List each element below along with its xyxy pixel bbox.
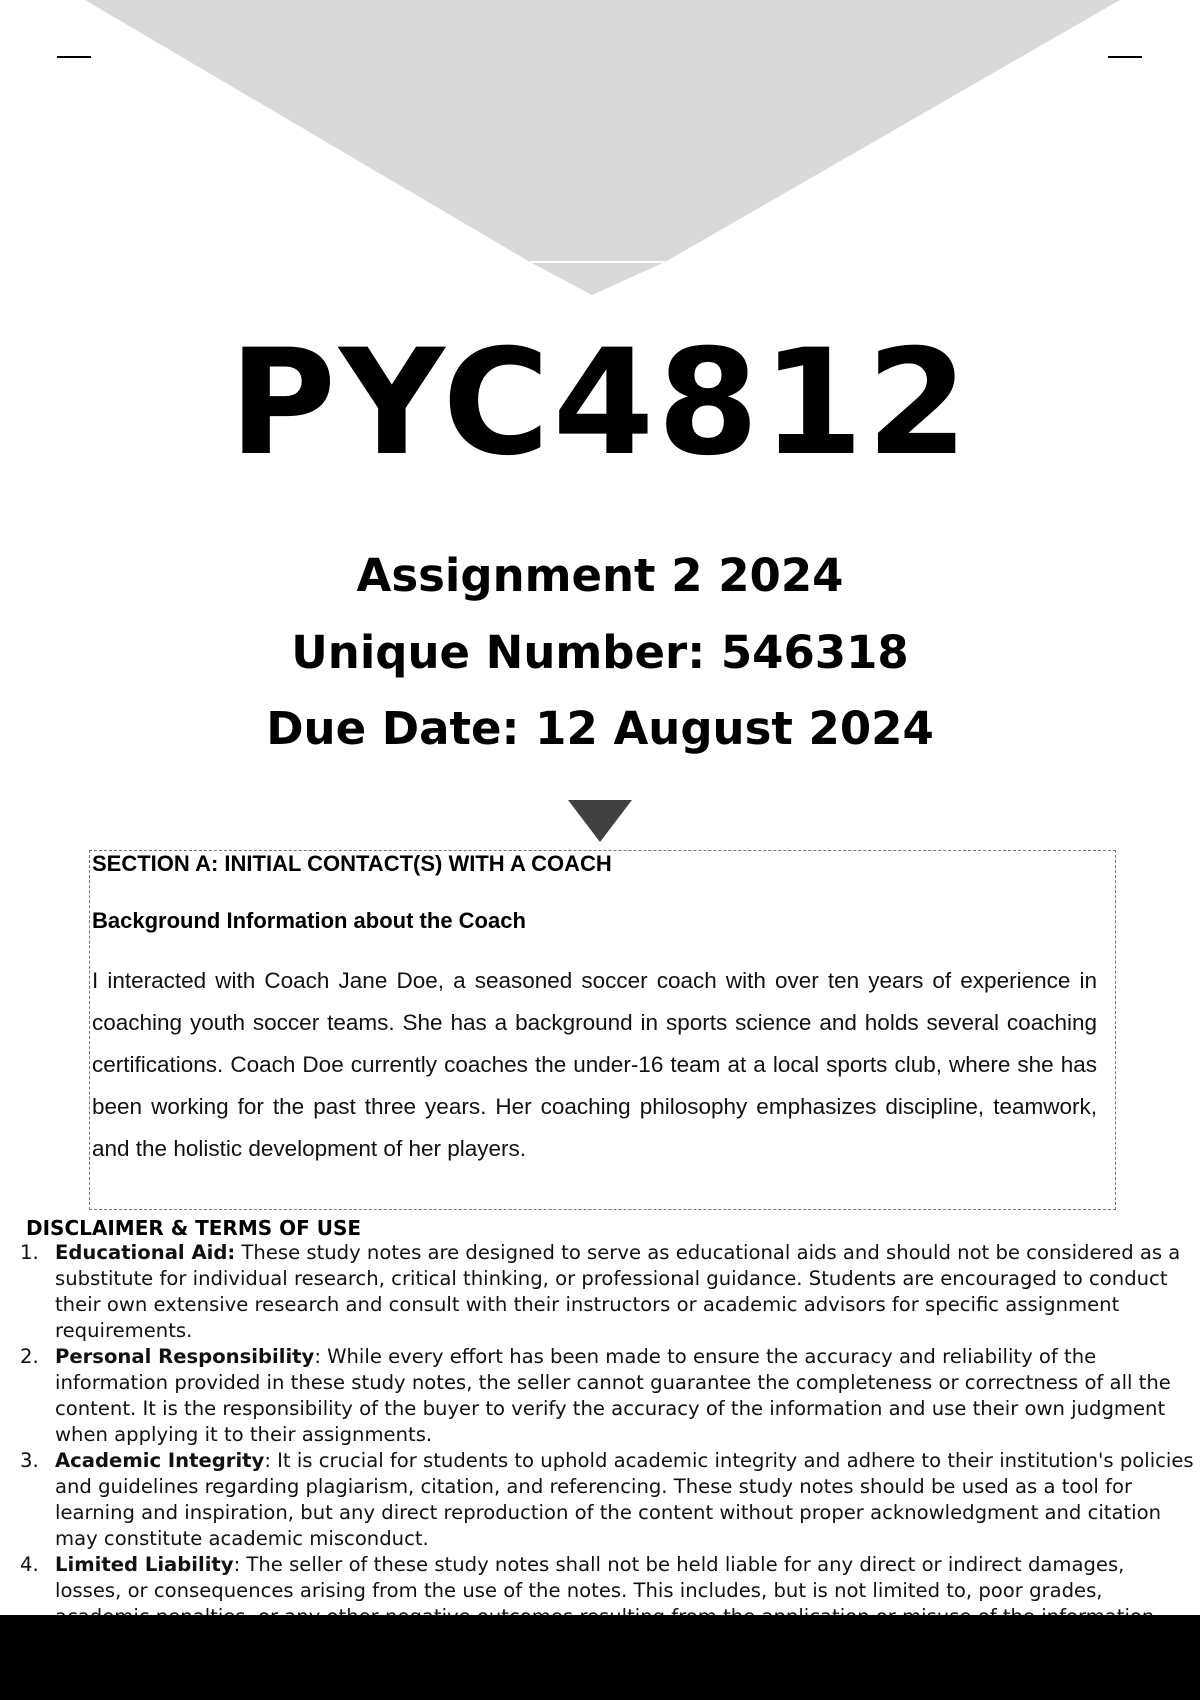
term-number: 2. [20,1345,39,1368]
term-item-educational-aid [14,1240,1194,1344]
term-item-personal-responsibility [14,1344,1194,1448]
term-title: Personal Responsibility [55,1345,315,1368]
disclaimer-title: DISCLAIMER & TERMS OF USE [26,1216,362,1240]
section-a-heading: SECTION A: INITIAL CONTACT(S) WITH A COACH [92,851,612,876]
cover-banner-chevron [0,0,1200,300]
triangle-down-shape [568,800,632,842]
unique-number-label: Unique Number: 546318 [291,626,909,679]
corner-line-right [1108,56,1142,58]
corner-line-left [57,56,91,58]
term-title: Academic Integrity [55,1449,265,1472]
assignment-label: Assignment 2 2024 [356,549,844,602]
term-number: 3. [20,1449,39,1472]
banner-chevron-shape [85,0,1120,295]
term-text: These study notes are designed to serve as educational aids and should not be considered as a substitute for individual research, critical thinking, or professional guidance. Students are encouraged to conduct their own extensive research and consult with their instructors or academic advisors for specific assignment requirements. [55,1241,1181,1342]
section-a-subheading: Background Information about the Coach [92,908,526,933]
due-date-label: Due Date: 12 August 2024 [266,702,934,755]
term-number: 1. [20,1241,39,1264]
term-item-academic-integrity [14,1448,1194,1552]
terms-list [14,1240,1194,1630]
term-text: : The seller of these study notes shall not be held liable for any direct or indirect damages, losses, or consequences arising from the use of the notes. This includes, but is not limited to, poor grades, [55,1553,1125,1602]
term-title: Limited Liability [55,1553,234,1576]
section-a-body: I interacted with Coach Jane Doe, a seasoned soccer coach with over ten years of experience in coaching youth soccer teams. She has a background in sports science and holds several coaching certifications. Coach Doe currently coaches the under-16 team at a local sports club, where she has been working for the past three years. Her coaching philosophy emphasizes discipline, teamwork, and the holistic development of her players. [92,968,1097,1161]
course-code-title: PYC4812 [228,318,972,488]
term-title: Educational Aid: [55,1241,236,1264]
triangle-down-icon [568,800,632,842]
term-number: 4. [20,1553,39,1576]
term-text: : While every effort has been made to ensure the accuracy and reliability of the information provided in these study notes, the seller cannot guarantee the completeness or correctness of all the content. It is the responsibility of the buyer to verify the accuracy of the information and use their own judgment when applying it to their assignments. [55,1345,1171,1446]
term-text: : It is crucial for students to uphold academic integrity and adhere to their institution's policies and guidelines regarding plagiarism, citation, and referencing. These study notes should be used as a tool for learning and inspiration, but any direct reproduction of the content without proper acknowledgment and citation may constitute academic misconduct. [55,1449,1194,1550]
bottom-black-bar [0,1615,1200,1700]
